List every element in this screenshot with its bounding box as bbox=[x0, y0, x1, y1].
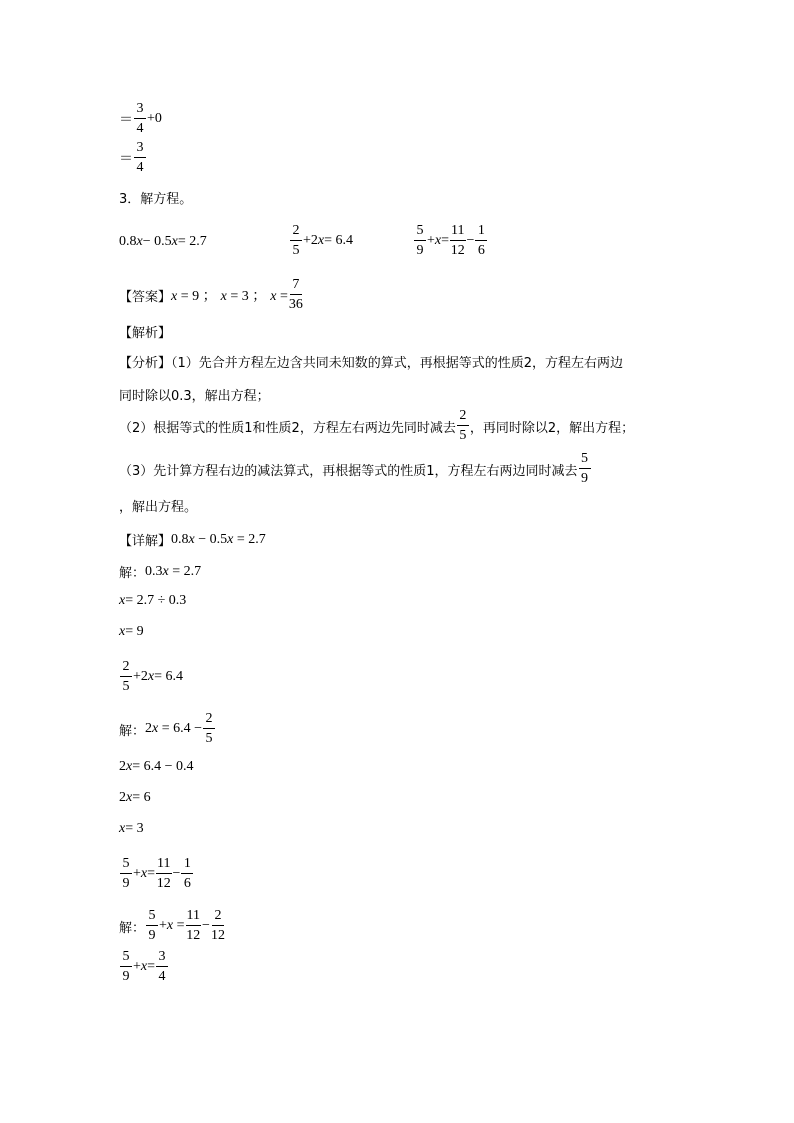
answer-label: 【答案】 bbox=[119, 289, 172, 305]
equals-sign: ＝ bbox=[119, 113, 133, 128]
fraction: $\frac{3}{4}$ bbox=[134, 141, 146, 175]
fraction: $\frac{11}{12}$ bbox=[450, 223, 465, 258]
fraction: $\frac{2}{5}$ bbox=[120, 660, 132, 694]
detail-line-4: x = 9 bbox=[119, 624, 144, 639]
analysis-line-3: （2）根据等式的性质1和性质2，方程左右两边先同时减去 $\frac{2}{5}$ ，再同时除以2，解出方程； bbox=[119, 408, 635, 443]
top-line-1 bbox=[119, 102, 162, 136]
detail-line-2: 解： 0.3x = 2.7 bbox=[119, 563, 202, 581]
fraction: $\frac{2}{5}$ bbox=[290, 224, 302, 258]
fraction: $\frac{11}{12}$ bbox=[186, 908, 201, 943]
fraction: $\frac{1}{6}$ bbox=[475, 224, 487, 258]
analysis-line-5: ，解出方程。 bbox=[119, 500, 198, 515]
question-equation-2: $\frac{2}{5}$ +2 x = 6.4 bbox=[289, 224, 353, 258]
question-equation-1: 0.8 x − 0.5 x = 2.7 bbox=[119, 234, 207, 249]
detail-line-10: $\frac{5}{9}$ + x = $\frac{11}{12}$ − $\frac{1}{6}$ bbox=[119, 857, 194, 891]
answer-line: 【答案】 x = 9 ； x = 3 ； x = $\frac{7}{36}$ bbox=[119, 277, 303, 312]
analysis-line-2: 同时除以0.3，解出方程； bbox=[119, 389, 270, 404]
analysis-line-1: 【分析】（1）先合并方程左边含共同未知数的算式，再根据等式的性质2，方程左右两边 bbox=[119, 356, 624, 371]
detail-line-1: 【详解】 0.8x − 0.5x = 2.7 bbox=[119, 531, 266, 549]
fraction: $\frac{5}{9}$ bbox=[414, 224, 426, 258]
top-line-2 bbox=[119, 141, 147, 175]
fraction: $\frac{7}{36}$ bbox=[288, 277, 303, 312]
analysis-label: 【解析】 bbox=[119, 326, 172, 341]
detail-line-9: x = 3 bbox=[119, 821, 144, 836]
fraction: $\frac{1}{6}$ bbox=[181, 857, 193, 891]
equals-sign: ＝ bbox=[119, 152, 133, 167]
question-3-title: 3．解方程。 bbox=[119, 192, 193, 207]
fraction: $\frac{3}{4}$ bbox=[156, 950, 168, 984]
detail-line-7: 2 x = 6.4 − 0.4 bbox=[119, 759, 194, 774]
fraction: $\frac{5}{9}$ bbox=[146, 909, 158, 943]
fraction: $\frac{5}{9}$ bbox=[579, 452, 591, 486]
fraction: $\frac{11}{12}$ bbox=[156, 856, 171, 891]
fraction: $\frac{3}{4}$ bbox=[134, 102, 146, 136]
fraction: $\frac{2}{12}$ bbox=[210, 908, 225, 943]
detail-line-3: x = 2.7 ÷ 0.3 bbox=[119, 593, 187, 608]
question-equation-3: $\frac{5}{9}$ + x = $\frac{11}{12}$ − $\frac{1}{6}$ bbox=[413, 224, 488, 258]
fraction: $\frac{2}{5}$ bbox=[203, 712, 215, 746]
expression-text: +0 bbox=[147, 111, 162, 126]
fraction: $\frac{2}{5}$ bbox=[457, 409, 469, 443]
detail-line-8: 2 x = 6 bbox=[119, 790, 151, 805]
detail-line-5: $\frac{2}{5}$ +2 x = 6.4 bbox=[119, 660, 183, 694]
detail-line-11: 解： $\frac{5}{9}$ +x = $\frac{11}{12}$ − $\frac{2}{12}$ bbox=[119, 908, 225, 943]
fraction: $\frac{5}{9}$ bbox=[120, 857, 132, 891]
fraction: $\frac{5}{9}$ bbox=[120, 950, 132, 984]
analysis-line-4: （3）先计算方程右边的减法算式，再根据等式的性质1，方程左右两边同时减去 $\frac{5}{9}$ bbox=[119, 452, 592, 486]
detail-label: 【详解】 bbox=[119, 534, 172, 549]
detail-line-6: 解： 2x = 6.4 − $\frac{2}{5}$ bbox=[119, 712, 216, 746]
detail-line-12: $\frac{5}{9}$ + x = $\frac{3}{4}$ bbox=[119, 950, 169, 984]
